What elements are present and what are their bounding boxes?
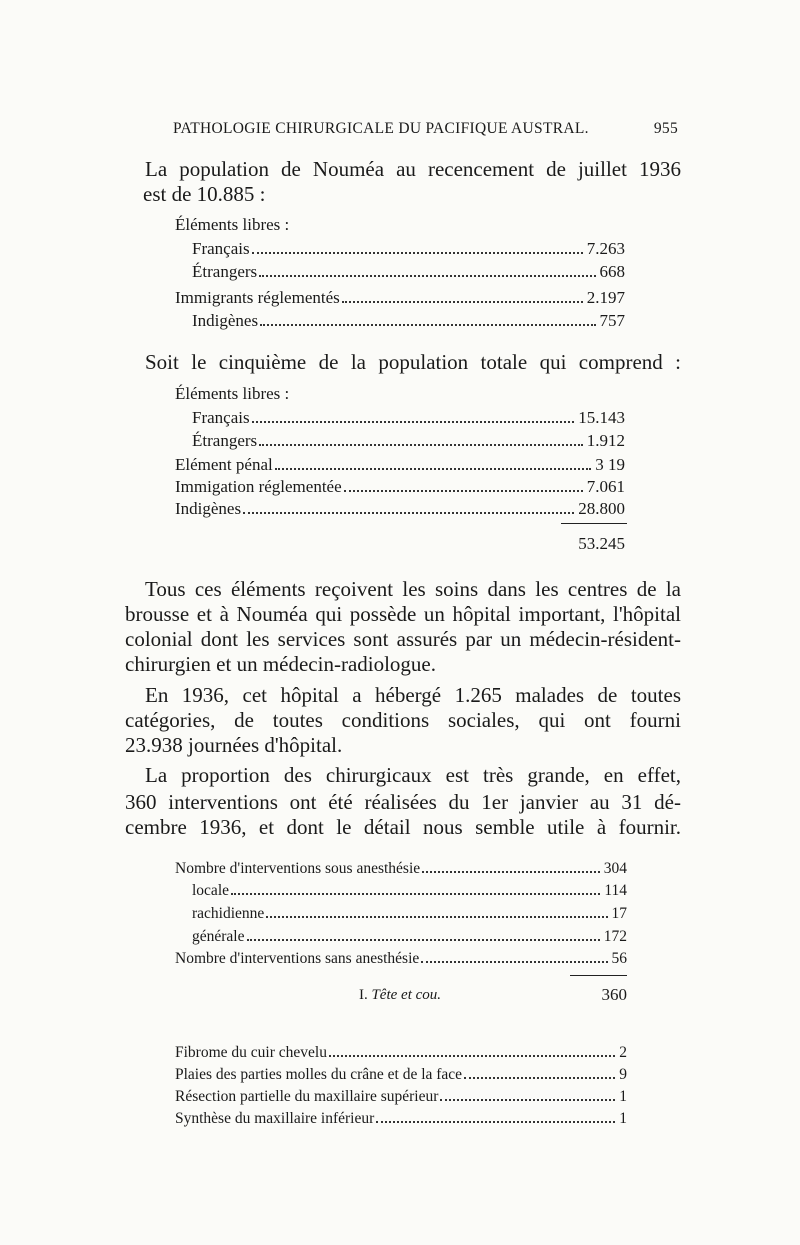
- table-row: Indigènes 28.800: [175, 499, 625, 518]
- total-rule: [570, 975, 627, 976]
- table-row: Immigation réglementée 7.061: [175, 477, 625, 496]
- table-row: Fibrome du cuir chevelu 2: [175, 1044, 627, 1061]
- paragraph-line: chirurgien et un médecin-radiologue.: [125, 652, 437, 676]
- page-number: 955: [653, 120, 678, 137]
- paragraph-line: Tous ces éléments reçoivent les soins dans les centres de la: [145, 577, 681, 601]
- paragraph-line: 360 interventions ont été réalisées du 1er janvier au 31 dé-: [125, 790, 681, 814]
- table-row: générale 172: [192, 928, 627, 945]
- section-title: Tête et cou.: [371, 987, 442, 1003]
- paragraph-line: brousse et à Nouméa qui possède un hôpital important, l'hôpital: [125, 602, 681, 626]
- paragraph-line: cembre 1936, et dont le détail nous semble utile à fournir.: [125, 815, 681, 839]
- table-row: Plaies des parties molles du crâne et de la face 9: [175, 1066, 627, 1083]
- table-row: Synthèse du maxillaire inférieur 1: [175, 1110, 627, 1127]
- intro-line-1: La population de Nouméa au recencement de juillet 1936: [145, 157, 681, 181]
- section-number: I.: [358, 987, 368, 1003]
- table-row: Étrangers 1.912: [192, 431, 625, 450]
- running-header: [173, 120, 678, 138]
- intro-line-2: est de 10.885 :: [143, 182, 266, 206]
- paragraph-line: La proportion des chirurgicaux est très grande, en effet,: [145, 763, 681, 787]
- table-row: Indigènes 757: [192, 311, 625, 330]
- running-title: PATHOLOGIE CHIRURGICALE DU PACIFIQUE AUSTRAL.: [173, 120, 589, 137]
- table-row: Elément pénal 3 19: [175, 455, 625, 474]
- total-population-intro: Soit le cinquième de la population totale qui comprend :: [145, 350, 681, 374]
- colony-total: 53.245: [578, 534, 625, 553]
- paragraph-line: catégories, de toutes conditions sociales, qui ont fourni: [125, 708, 681, 732]
- table-row: Français 15.143: [192, 408, 625, 427]
- interventions-total: 360: [601, 985, 627, 1004]
- table-row: Résection partielle du maxillaire supérieur 1: [175, 1088, 627, 1105]
- table-row: Immigrants réglementés 2.197: [175, 288, 625, 307]
- paragraph-line: 23.938 journées d'hôpital.: [125, 733, 343, 757]
- table-row: locale 114: [192, 882, 627, 899]
- table-row: Nombre d'interventions sous anesthésie 304: [175, 860, 627, 877]
- paragraph-line: colonial dont les services sont assurés par un médecin-résident-: [125, 627, 681, 651]
- section-heading: [0, 987, 800, 1004]
- paragraph-line: En 1936, cet hôpital a hébergé 1.265 malades de toutes: [145, 683, 681, 707]
- table-row: Étrangers 668: [192, 262, 625, 281]
- colony-heading: Éléments libres :: [175, 384, 290, 403]
- table-row: Français 7.263: [192, 239, 625, 258]
- noumea-heading: Éléments libres :: [175, 215, 290, 234]
- table-row: Nombre d'interventions sans anesthésie 56: [175, 950, 627, 967]
- table-row: rachidienne 17: [192, 905, 627, 922]
- total-rule: [561, 523, 627, 524]
